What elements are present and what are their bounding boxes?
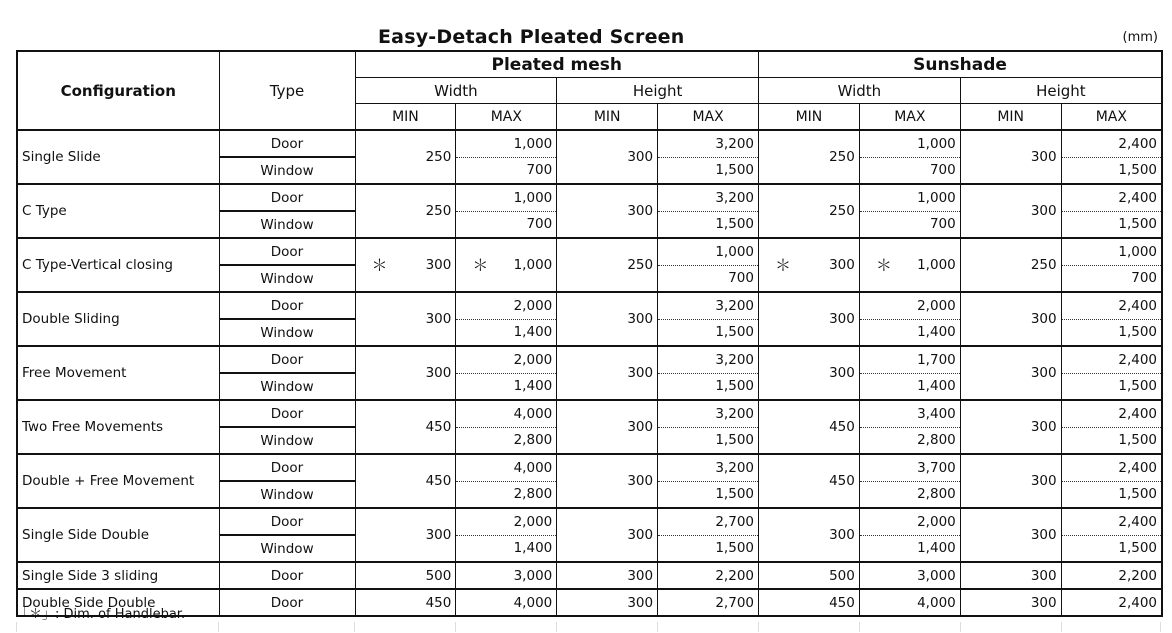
- min-value: 300: [960, 346, 1061, 400]
- footnote: 「＊」: Dim. of Handlebar.: [16, 607, 186, 622]
- config-cell: Single Side Double: [17, 508, 219, 562]
- max-value: 1,500: [1061, 481, 1162, 508]
- table-row: [17, 508, 1162, 535]
- type-cell: Window: [219, 319, 355, 346]
- max-value: 1,500: [658, 211, 759, 238]
- header-max: MAX: [658, 104, 759, 131]
- config-cell: Double + Free Movement: [17, 454, 219, 508]
- max-value: 2,000: [456, 292, 557, 319]
- min-value: 300: [960, 562, 1061, 589]
- min-value: 450: [355, 454, 456, 508]
- type-cell: Door: [219, 184, 355, 211]
- max-value: 2,000: [859, 508, 960, 535]
- min-value: 300: [557, 184, 658, 238]
- min-value: 450: [759, 454, 860, 508]
- max-value: 1,500: [1061, 535, 1162, 562]
- max-value: 4,000: [456, 454, 557, 481]
- sheet-grid-ticks: [16, 622, 1161, 632]
- header-min: MIN: [355, 104, 456, 131]
- min-value: 250: [557, 238, 658, 292]
- max-value: 1,400: [456, 373, 557, 400]
- table-row: [17, 292, 1162, 319]
- type-cell: Door: [219, 130, 355, 157]
- max-value: 1,500: [658, 157, 759, 184]
- max-value: 3,000: [456, 562, 557, 589]
- type-cell: Door: [219, 562, 355, 589]
- max-value: 1,700: [859, 346, 960, 373]
- max-value: 700: [658, 265, 759, 292]
- type-cell: Window: [219, 481, 355, 508]
- max-value: 1,000: [456, 130, 557, 157]
- max-value: 2,400: [1061, 184, 1162, 211]
- config-cell: Free Movement: [17, 346, 219, 400]
- max-value: 2,400: [1061, 589, 1162, 616]
- star-mark: ＊: [371, 255, 388, 275]
- min-value: 300: [355, 346, 456, 400]
- config-cell: C Type: [17, 184, 219, 238]
- table-row: [17, 238, 1162, 265]
- max-value: 1,500: [1061, 319, 1162, 346]
- max-value: 2,400: [1061, 346, 1162, 373]
- config-cell: Single Side 3 sliding: [17, 562, 219, 589]
- min-value: 300: [557, 400, 658, 454]
- max-value: 1,500: [658, 319, 759, 346]
- min-value: 300: [960, 508, 1061, 562]
- max-value: 3,200: [658, 454, 759, 481]
- max-value: 1,000: [658, 238, 759, 265]
- header-max: MAX: [859, 104, 960, 131]
- min-value: 300: [355, 292, 456, 346]
- type-cell: Door: [219, 589, 355, 616]
- max-value: 2,800: [456, 481, 557, 508]
- max-text: 1,000: [917, 257, 956, 273]
- type-cell: Window: [219, 373, 355, 400]
- max-value: 2,400: [1061, 508, 1162, 535]
- max-value: 3,400: [859, 400, 960, 427]
- header-configuration: Configuration: [17, 51, 219, 130]
- min-value: 300: [960, 184, 1061, 238]
- star-mark: ＊: [472, 255, 489, 275]
- table-row: [17, 130, 1162, 157]
- min-value: 300: [960, 400, 1061, 454]
- max-value: 2,200: [658, 562, 759, 589]
- max-value: 3,200: [658, 292, 759, 319]
- min-text: 300: [425, 257, 452, 273]
- star-mark: ＊: [875, 255, 892, 275]
- max-value: 700: [1061, 265, 1162, 292]
- config-cell: Double Side Double: [17, 589, 219, 616]
- type-cell: Door: [219, 454, 355, 481]
- max-value: 3,000: [859, 562, 960, 589]
- max-value: 2,800: [859, 481, 960, 508]
- max-value: 1,500: [658, 373, 759, 400]
- unit-label: (mm): [1122, 30, 1158, 45]
- max-value: 1,000: [859, 184, 960, 211]
- max-text: 1,000: [513, 257, 553, 273]
- header-pleated-mesh: Pleated mesh: [355, 51, 759, 78]
- min-value: 300: [557, 508, 658, 562]
- type-cell: Door: [219, 292, 355, 319]
- type-cell: Door: [219, 238, 355, 265]
- max-value: 2,700: [658, 589, 759, 616]
- min-value: 250: [355, 184, 456, 238]
- min-value: 250: [355, 130, 456, 184]
- max-value: 2,400: [1061, 130, 1162, 157]
- type-cell: Window: [219, 157, 355, 184]
- max-value: 2,000: [456, 508, 557, 535]
- min-value: 250: [960, 238, 1061, 292]
- max-value: 4,000: [456, 400, 557, 427]
- type-cell: Door: [219, 346, 355, 373]
- min-value: 500: [355, 562, 456, 589]
- star-mark: ＊: [775, 255, 792, 275]
- table-row: [17, 589, 1162, 616]
- min-value: 250: [759, 130, 860, 184]
- max-value: 700: [859, 211, 960, 238]
- max-value: 1,400: [859, 373, 960, 400]
- min-value: 300: [759, 292, 860, 346]
- min-value: 300: [759, 346, 860, 400]
- type-cell: Door: [219, 508, 355, 535]
- max-value: 2,700: [658, 508, 759, 535]
- type-cell: Door: [219, 400, 355, 427]
- min-value: 300: [557, 589, 658, 616]
- type-cell: Window: [219, 427, 355, 454]
- page-title: Easy-Detach Pleated Screen: [378, 26, 685, 48]
- min-value: 300: [557, 292, 658, 346]
- table-row: [17, 454, 1162, 481]
- max-value: 2,200: [1061, 562, 1162, 589]
- header-min: MIN: [759, 104, 860, 131]
- max-value: 1,500: [1061, 157, 1162, 184]
- max-value: 1,500: [658, 535, 759, 562]
- min-value: 250: [759, 184, 860, 238]
- max-value: 700: [859, 157, 960, 184]
- min-value: [759, 238, 860, 292]
- max-value: 1,400: [456, 535, 557, 562]
- max-value: 1,000: [859, 130, 960, 157]
- min-value: 450: [355, 400, 456, 454]
- table-row: [17, 184, 1162, 211]
- max-value: 3,200: [658, 346, 759, 373]
- max-value: 700: [456, 211, 557, 238]
- type-cell: Window: [219, 265, 355, 292]
- min-value: 500: [759, 562, 860, 589]
- max-value: 3,200: [658, 400, 759, 427]
- max-value: 2,400: [1061, 454, 1162, 481]
- header-max: MAX: [1061, 104, 1162, 131]
- header-ss-width: Width: [759, 78, 961, 104]
- max-value: 2,000: [859, 292, 960, 319]
- min-value: 300: [557, 346, 658, 400]
- max-value: 2,400: [1061, 400, 1162, 427]
- header-min: MIN: [557, 104, 658, 131]
- header-pm-height: Height: [557, 78, 759, 104]
- max-value: 1,500: [1061, 427, 1162, 454]
- max-value: 1,500: [1061, 373, 1162, 400]
- max-value: 2,000: [456, 346, 557, 373]
- min-value: 300: [355, 508, 456, 562]
- max-value: 4,000: [859, 589, 960, 616]
- min-value: [355, 238, 456, 292]
- config-cell: Two Free Movements: [17, 400, 219, 454]
- header-ss-height: Height: [960, 78, 1162, 104]
- min-value: 450: [355, 589, 456, 616]
- table-row: [17, 400, 1162, 427]
- type-cell: Window: [219, 211, 355, 238]
- max-value: 2,800: [859, 427, 960, 454]
- header-max: MAX: [456, 104, 557, 131]
- max-value: 2,400: [1061, 292, 1162, 319]
- max-value: 1,000: [456, 184, 557, 211]
- min-text: 300: [829, 257, 855, 273]
- max-value: 1,500: [1061, 211, 1162, 238]
- max-value: 1,000: [1061, 238, 1162, 265]
- config-cell: Single Slide: [17, 130, 219, 184]
- max-value: 3,700: [859, 454, 960, 481]
- max-value: [456, 238, 557, 292]
- max-value: 4,000: [456, 589, 557, 616]
- max-value: 1,400: [859, 535, 960, 562]
- min-value: 450: [759, 589, 860, 616]
- max-value: 3,200: [658, 184, 759, 211]
- header-min: MIN: [960, 104, 1061, 131]
- header-pm-width: Width: [355, 78, 557, 104]
- min-value: 300: [557, 454, 658, 508]
- max-value: [859, 238, 960, 292]
- max-value: 1,500: [658, 481, 759, 508]
- type-cell: Window: [219, 535, 355, 562]
- dimension-table: [16, 50, 1163, 617]
- max-value: 1,400: [456, 319, 557, 346]
- config-cell: Double Sliding: [17, 292, 219, 346]
- min-value: 300: [960, 292, 1061, 346]
- table-row: [17, 346, 1162, 373]
- max-value: 1,400: [859, 319, 960, 346]
- max-value: 2,800: [456, 427, 557, 454]
- min-value: 300: [960, 130, 1061, 184]
- config-cell: C Type-Vertical closing: [17, 238, 219, 292]
- min-value: 300: [960, 589, 1061, 616]
- max-value: 700: [456, 157, 557, 184]
- header-sunshade: Sunshade: [759, 51, 1163, 78]
- max-value: 1,500: [658, 427, 759, 454]
- min-value: 300: [960, 454, 1061, 508]
- table-row: [17, 562, 1162, 589]
- min-value: 450: [759, 400, 860, 454]
- header-type: Type: [219, 51, 355, 130]
- max-value: 3,200: [658, 130, 759, 157]
- min-value: 300: [759, 508, 860, 562]
- min-value: 300: [557, 562, 658, 589]
- min-value: 300: [557, 130, 658, 184]
